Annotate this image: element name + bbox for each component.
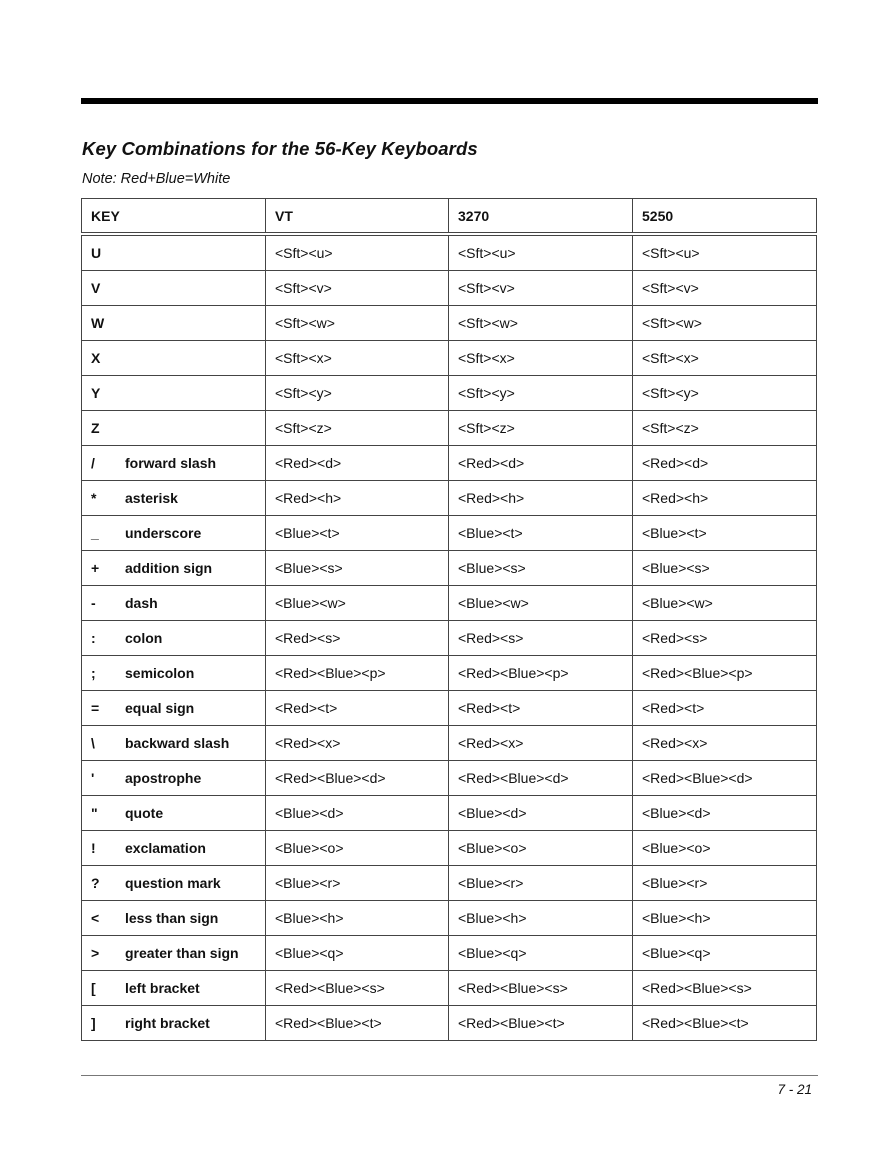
5250-cell: <Red><d> bbox=[633, 446, 817, 481]
key-name: quote bbox=[125, 805, 164, 821]
3270-cell: <Red><d> bbox=[449, 446, 633, 481]
3270-cell: <Red><s> bbox=[449, 621, 633, 656]
3270-cell: <Blue><w> bbox=[449, 586, 633, 621]
key-cell bbox=[82, 271, 266, 306]
table-row bbox=[82, 621, 817, 656]
table-row bbox=[82, 376, 817, 411]
5250-cell: <Blue><o> bbox=[633, 831, 817, 866]
key-symbol: < bbox=[91, 910, 100, 926]
key-name: backward slash bbox=[125, 735, 230, 751]
key-cell bbox=[82, 306, 266, 341]
3270-cell: <Red><Blue><d> bbox=[449, 761, 633, 796]
key-name: dash bbox=[125, 595, 158, 611]
3270-cell: <Blue><o> bbox=[449, 831, 633, 866]
3270-cell: <Red><Blue><s> bbox=[449, 971, 633, 1006]
key-symbol: X bbox=[91, 350, 101, 366]
3270-cell: <Sft><w> bbox=[449, 306, 633, 341]
3270-cell: <Blue><t> bbox=[449, 516, 633, 551]
vt-cell: <Red><x> bbox=[266, 726, 449, 761]
3270-cell: <Sft><u> bbox=[449, 234, 633, 271]
3270-cell: <Sft><z> bbox=[449, 411, 633, 446]
3270-cell: <Red><Blue><t> bbox=[449, 1006, 633, 1041]
table-row bbox=[82, 234, 817, 271]
key-cell bbox=[82, 621, 266, 656]
3270-cell: <Blue><h> bbox=[449, 901, 633, 936]
vt-cell: <Sft><u> bbox=[266, 234, 449, 271]
3270-cell: <Sft><x> bbox=[449, 341, 633, 376]
5250-cell: <Sft><u> bbox=[633, 234, 817, 271]
key-cell bbox=[82, 691, 266, 726]
vt-cell: <Blue><o> bbox=[266, 831, 449, 866]
key-symbol: ] bbox=[91, 1015, 96, 1031]
key-name: question mark bbox=[125, 875, 221, 891]
3270-cell: <Blue><d> bbox=[449, 796, 633, 831]
vt-cell: <Blue><s> bbox=[266, 551, 449, 586]
5250-cell: <Blue><d> bbox=[633, 796, 817, 831]
vt-cell: <Blue><h> bbox=[266, 901, 449, 936]
key-cell bbox=[82, 866, 266, 901]
key-symbol: - bbox=[91, 595, 96, 611]
table-row bbox=[82, 831, 817, 866]
key-name: colon bbox=[125, 630, 163, 646]
key-symbol: Z bbox=[91, 420, 100, 436]
5250-cell: <Blue><h> bbox=[633, 901, 817, 936]
header-key: KEY bbox=[82, 199, 266, 235]
5250-cell: <Red><Blue><d> bbox=[633, 761, 817, 796]
table-row bbox=[82, 446, 817, 481]
table-row bbox=[82, 971, 817, 1006]
key-name: semicolon bbox=[125, 665, 195, 681]
key-name: forward slash bbox=[125, 455, 217, 471]
header-5250: 5250 bbox=[633, 199, 817, 235]
key-symbol: * bbox=[91, 490, 97, 506]
vt-cell: <Red><Blue><t> bbox=[266, 1006, 449, 1041]
5250-cell: <Blue><q> bbox=[633, 936, 817, 971]
table-row bbox=[82, 656, 817, 691]
table-row bbox=[82, 761, 817, 796]
key-symbol: : bbox=[91, 630, 96, 646]
key-symbol: ; bbox=[91, 665, 96, 681]
page-number: 7 - 21 bbox=[777, 1082, 812, 1097]
key-name: addition sign bbox=[125, 560, 213, 576]
key-cell bbox=[82, 376, 266, 411]
5250-cell: <Sft><w> bbox=[633, 306, 817, 341]
key-cell bbox=[82, 796, 266, 831]
vt-cell: <Red><Blue><d> bbox=[266, 761, 449, 796]
3270-cell: <Sft><v> bbox=[449, 271, 633, 306]
vt-cell: <Blue><t> bbox=[266, 516, 449, 551]
5250-cell: <Sft><z> bbox=[633, 411, 817, 446]
vt-cell: <Red><d> bbox=[266, 446, 449, 481]
key-cell bbox=[82, 234, 266, 271]
5250-cell: <Blue><t> bbox=[633, 516, 817, 551]
key-symbol: [ bbox=[91, 980, 96, 996]
key-cell bbox=[82, 831, 266, 866]
vt-cell: <Sft><w> bbox=[266, 306, 449, 341]
key-cell bbox=[82, 901, 266, 936]
key-symbol: \ bbox=[91, 735, 95, 751]
key-cell bbox=[82, 761, 266, 796]
5250-cell: <Red><h> bbox=[633, 481, 817, 516]
5250-cell: <Sft><y> bbox=[633, 376, 817, 411]
bottom-rule bbox=[81, 1075, 818, 1076]
vt-cell: <Red><Blue><p> bbox=[266, 656, 449, 691]
table-row bbox=[82, 516, 817, 551]
3270-cell: <Red><Blue><p> bbox=[449, 656, 633, 691]
key-cell bbox=[82, 446, 266, 481]
key-symbol: ? bbox=[91, 875, 100, 891]
key-cell bbox=[82, 936, 266, 971]
table-row bbox=[82, 691, 817, 726]
key-name: left bracket bbox=[125, 980, 200, 996]
table-row bbox=[82, 411, 817, 446]
table-row bbox=[82, 586, 817, 621]
table-row bbox=[82, 936, 817, 971]
key-symbol: " bbox=[91, 805, 98, 821]
table-body bbox=[82, 234, 817, 1041]
3270-cell: <Red><x> bbox=[449, 726, 633, 761]
vt-cell: <Sft><x> bbox=[266, 341, 449, 376]
key-symbol: + bbox=[91, 560, 100, 576]
vt-cell: <Sft><z> bbox=[266, 411, 449, 446]
table-row bbox=[82, 551, 817, 586]
key-name: less than sign bbox=[125, 910, 219, 926]
table-row bbox=[82, 341, 817, 376]
3270-cell: <Blue><r> bbox=[449, 866, 633, 901]
key-name: greater than sign bbox=[125, 945, 239, 961]
table-row bbox=[82, 726, 817, 761]
vt-cell: <Blue><r> bbox=[266, 866, 449, 901]
5250-cell: <Blue><s> bbox=[633, 551, 817, 586]
key-cell bbox=[82, 516, 266, 551]
key-symbol: V bbox=[91, 280, 101, 296]
table-row bbox=[82, 901, 817, 936]
key-name: right bracket bbox=[125, 1015, 210, 1031]
key-symbol: U bbox=[91, 245, 102, 261]
key-symbol: W bbox=[91, 315, 105, 331]
table-header-row bbox=[82, 199, 817, 235]
table-row bbox=[82, 866, 817, 901]
5250-cell: <Red><s> bbox=[633, 621, 817, 656]
key-cell bbox=[82, 656, 266, 691]
table-row bbox=[82, 481, 817, 516]
3270-cell: <Blue><q> bbox=[449, 936, 633, 971]
key-symbol: _ bbox=[91, 525, 99, 541]
vt-cell: <Blue><q> bbox=[266, 936, 449, 971]
vt-cell: <Red><h> bbox=[266, 481, 449, 516]
vt-cell: <Red><s> bbox=[266, 621, 449, 656]
key-cell bbox=[82, 341, 266, 376]
3270-cell: <Red><t> bbox=[449, 691, 633, 726]
3270-cell: <Blue><s> bbox=[449, 551, 633, 586]
key-cell bbox=[82, 481, 266, 516]
vt-cell: <Blue><w> bbox=[266, 586, 449, 621]
table-row bbox=[82, 306, 817, 341]
vt-cell: <Sft><y> bbox=[266, 376, 449, 411]
table-row bbox=[82, 271, 817, 306]
header-3270: 3270 bbox=[449, 199, 633, 235]
key-symbol: = bbox=[91, 700, 100, 716]
key-symbol: / bbox=[91, 455, 95, 471]
5250-cell: <Red><Blue><p> bbox=[633, 656, 817, 691]
note-text: Note: Red+Blue=White bbox=[82, 171, 231, 187]
key-name: apostrophe bbox=[125, 770, 202, 786]
vt-cell: <Sft><v> bbox=[266, 271, 449, 306]
header-vt: VT bbox=[266, 199, 449, 235]
key-cell bbox=[82, 971, 266, 1006]
key-cell bbox=[82, 551, 266, 586]
key-cell bbox=[82, 1006, 266, 1041]
5250-cell: <Red><Blue><t> bbox=[633, 1006, 817, 1041]
key-name: asterisk bbox=[125, 490, 178, 506]
table-row bbox=[82, 796, 817, 831]
key-name: exclamation bbox=[125, 840, 206, 856]
key-combinations-table bbox=[81, 198, 817, 1041]
key-symbol: > bbox=[91, 945, 100, 961]
page-title: Key Combinations for the 56-Key Keyboards bbox=[82, 138, 478, 159]
5250-cell: <Red><x> bbox=[633, 726, 817, 761]
5250-cell: <Sft><v> bbox=[633, 271, 817, 306]
key-symbol: ! bbox=[91, 840, 96, 856]
key-cell bbox=[82, 411, 266, 446]
5250-cell: <Red><t> bbox=[633, 691, 817, 726]
key-name: underscore bbox=[125, 525, 202, 541]
5250-cell: <Red><Blue><s> bbox=[633, 971, 817, 1006]
5250-cell: <Blue><r> bbox=[633, 866, 817, 901]
5250-cell: <Sft><x> bbox=[633, 341, 817, 376]
key-cell bbox=[82, 586, 266, 621]
3270-cell: <Sft><y> bbox=[449, 376, 633, 411]
key-symbol: ' bbox=[91, 770, 95, 786]
vt-cell: <Blue><d> bbox=[266, 796, 449, 831]
top-rule bbox=[81, 98, 818, 104]
3270-cell: <Red><h> bbox=[449, 481, 633, 516]
vt-cell: <Red><t> bbox=[266, 691, 449, 726]
vt-cell: <Red><Blue><s> bbox=[266, 971, 449, 1006]
key-name: equal sign bbox=[125, 700, 195, 716]
key-symbol: Y bbox=[91, 385, 101, 401]
table-row bbox=[82, 1006, 817, 1041]
5250-cell: <Blue><w> bbox=[633, 586, 817, 621]
key-cell bbox=[82, 726, 266, 761]
